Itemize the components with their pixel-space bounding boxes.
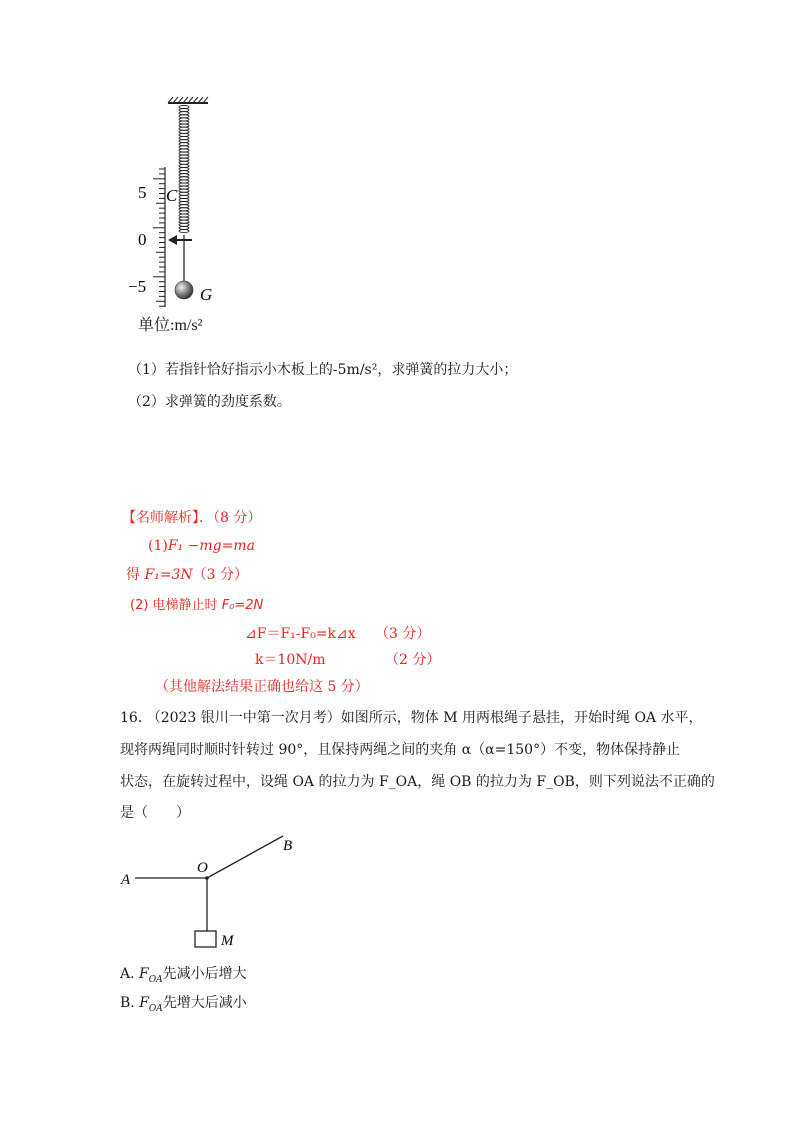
label-o: O xyxy=(197,860,208,876)
mass-block-m xyxy=(195,931,216,947)
label-b: B xyxy=(283,838,293,854)
option-a xyxy=(120,964,247,990)
option-b-symbol: $F_{OA}$ xyxy=(139,995,163,1014)
option-a-text: 先减小后增大 xyxy=(162,966,247,982)
option-a-subscript: OA xyxy=(148,974,163,985)
scale-ticks xyxy=(153,169,165,306)
q15-subquestion-2: （2）求弹簧的劲度系数。 xyxy=(128,394,291,410)
option-b-subscript: OA xyxy=(148,1003,163,1014)
tick-label-neg5: −5 xyxy=(128,277,147,296)
answer-line-2-prefix: 得 xyxy=(126,567,145,583)
answer-line-4-eq: ⊿F＝F₁-F₀=k⊿x xyxy=(245,626,356,642)
rope-diagram-figure xyxy=(115,830,315,955)
q16-text-line-1: 16. （2023 银川一中第一次月考）如图所示，物体 M 用两根绳子悬挂，开始时绳 OA 水平， xyxy=(120,710,703,726)
label-g: G xyxy=(200,285,213,304)
answer-line-2-score: （3 分） xyxy=(192,567,249,583)
answer-line-4-score: （3 分） xyxy=(375,626,431,642)
q16-text-line-3: 状态，在旋转过程中，设绳 OA 的拉力为 F_OA，绳 OB 的拉力为 F_OB，则下列说法不正确的 xyxy=(120,774,715,790)
answer-line-5 xyxy=(255,650,441,670)
weight-ball xyxy=(175,281,193,299)
answer-line-5-score: （2 分） xyxy=(385,652,441,668)
answer-line-1-prefix: (1) xyxy=(148,538,168,554)
spring-accelerometer-figure xyxy=(120,95,250,340)
answer-line-2-math: F₁=3N xyxy=(144,567,193,583)
option-b-text: 先增大后减小 xyxy=(162,995,247,1011)
option-b xyxy=(120,993,247,1019)
tick-label-0: 0 xyxy=(138,230,147,249)
answer-header: 【名师解析】．（8 分） xyxy=(122,510,262,526)
tick-label-5: 5 xyxy=(138,183,147,202)
pointer-arrow-icon xyxy=(168,235,177,245)
answer-line-5-eq: k＝10N/m xyxy=(255,652,326,668)
label-m: M xyxy=(221,933,234,949)
q16-text-line-4: 是（ ） xyxy=(120,805,190,821)
label-a: A xyxy=(121,872,131,888)
q16-text-line-2: 现将两绳同时顺时针转过 90°，且保持两绳之间的夹角 α（α=150°）不变，物体保持静止 xyxy=(120,742,681,758)
answer-line-2 xyxy=(126,565,248,585)
answer-line-3 xyxy=(130,596,263,616)
answer-line-1 xyxy=(148,536,255,556)
rope-ob xyxy=(207,836,283,878)
label-c: C xyxy=(166,186,178,205)
answer-line-3-text: (2) 电梯静止时 xyxy=(130,598,222,613)
answer-note: （其他解法结果正确也给这 5 分） xyxy=(155,679,369,695)
knot-o xyxy=(205,876,209,880)
answer-line-3-math: F₀=2N xyxy=(221,598,264,613)
answer-line-1-math: F₁ −mg=ma xyxy=(167,538,255,554)
unit-caption: 单位:m/s² xyxy=(138,317,203,334)
q15-subquestion-1: （1）若指针恰好指示小木板上的-5m/s²，求弹簧的拉力大小； xyxy=(128,362,518,378)
answer-line-4 xyxy=(245,624,431,644)
option-a-symbol: $F_{OA}$ xyxy=(139,966,163,985)
spring-coil xyxy=(179,105,189,232)
option-b-prefix: B. xyxy=(120,995,135,1011)
option-a-prefix: A. xyxy=(120,966,135,982)
